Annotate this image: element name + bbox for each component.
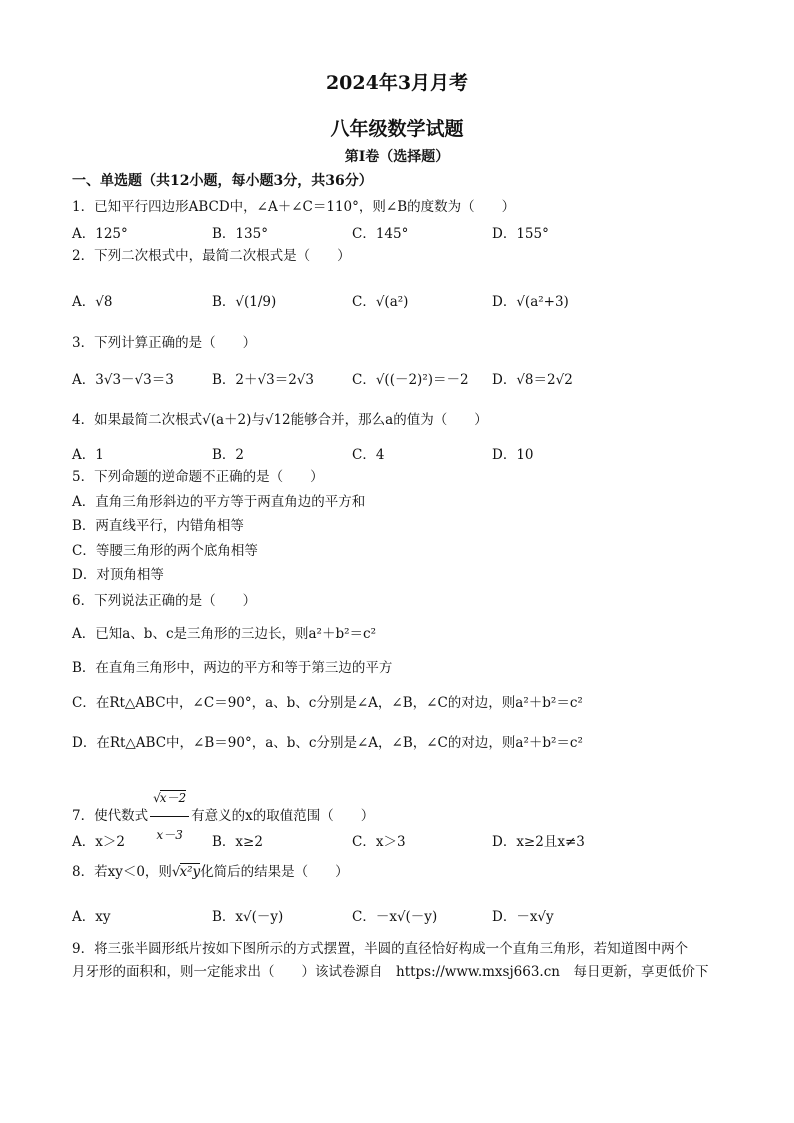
option-c: C．4 <box>352 447 385 463</box>
fraction-denominator: x－3 <box>156 828 183 842</box>
fraction-numerator <box>150 780 189 817</box>
option-c: C．x＞3 <box>352 834 406 850</box>
question-4-options <box>72 443 712 465</box>
option-a: A．1 <box>72 447 104 463</box>
question-5-option-d: D．对顶角相等 <box>72 567 164 583</box>
question-4-stem: 4．如果最简二次根式√(a＋2)与√12能够合并，那么a的值为（ ） <box>72 412 488 428</box>
section-heading: 一、单选题（共12小题，每小题3分，共36分） <box>72 173 373 189</box>
question-2-stem: 2．下列二次根式中，最简二次根式是（ ） <box>72 248 351 264</box>
option-a: A．√8 <box>72 294 113 310</box>
option-c: C．√(a²) <box>352 294 409 310</box>
question-1-stem: 1．已知平行四边形ABCD中，∠A＋∠C＝110°，则∠B的度数为（ ） <box>72 199 516 215</box>
exam-subtitle: 八年级数学试题 <box>330 118 464 140</box>
question-2-options <box>72 290 712 312</box>
question-9-stem: 9．将三张半圆形纸片按如下图所示的方式摆置，半圆的直径恰好构成一个直角三角形，若知道图中两个 <box>72 941 689 957</box>
option-d: D．－x√y <box>492 909 554 925</box>
option-b: B．x√(－y) <box>212 909 284 925</box>
question-5-option-b: B．两直线平行，内错角相等 <box>72 518 244 534</box>
question-6-option-a: A．已知a、b、c是三角形的三边长，则a²＋b²＝c² <box>72 626 376 642</box>
option-a: A．xy <box>72 909 111 925</box>
question-8-suffix: 化简后的结果是（ ） <box>200 864 349 880</box>
question-5-option-c: C．等腰三角形的两个底角相等 <box>72 543 258 559</box>
question-5-option-a: A．直角三角形斜边的平方等于两直角边的平方和 <box>72 494 366 510</box>
question-8-prefix: 8．若xy＜0，则 <box>72 864 172 880</box>
option-d: D．x≥2且x≠3 <box>492 834 585 850</box>
question-3-stem: 3．下列计算正确的是（ ） <box>72 335 257 351</box>
question-6-option-b: B．在直角三角形中，两边的平方和等于第三边的平方 <box>72 660 393 676</box>
option-d: D．√(a²+3) <box>492 294 569 310</box>
volume-label: 第Ⅰ卷（选择题） <box>344 149 450 165</box>
option-a: A．x＞2 <box>72 834 125 850</box>
radical-sign: √ <box>153 791 161 805</box>
question-9-stem-line-2: 月牙形的面积和，则一定能求出（ ）该试卷源自 https://www.mxsj663.cn 每日更新，享更低价下 <box>72 964 709 980</box>
option-b: B．135° <box>212 226 268 242</box>
question-6-stem: 6．下列说法正确的是（ ） <box>72 593 257 609</box>
option-b: B．2 <box>212 447 245 463</box>
numerator-text: x－2 <box>159 791 187 805</box>
radicand: x²y <box>179 864 201 880</box>
question-6-option-d: D．在Rt△ABC中，∠B＝90°，a、b、c分别是∠A，∠B，∠C的对边，则a²＋b²＝c² <box>72 735 583 751</box>
question-6-option-c: C．在Rt△ABC中，∠C＝90°，a、b、c分别是∠A，∠B，∠C的对边，则a²＋b²＝c² <box>72 695 583 711</box>
question-5-stem: 5．下列命题的逆命题不正确的是（ ） <box>72 469 324 485</box>
question-1-options <box>72 222 712 244</box>
option-b: B．√(1/9) <box>212 294 277 310</box>
question-7-prefix: 7．使代数式 <box>72 808 149 824</box>
option-b: B．x≥2 <box>212 834 263 850</box>
option-c: C．－x√(－y) <box>352 909 438 925</box>
question-8-options <box>72 905 712 927</box>
question-7-suffix: 有意义的x的取值范围（ ） <box>191 808 375 824</box>
radical-sign: √ <box>171 864 181 880</box>
option-d: D．155° <box>492 226 549 242</box>
option-b: B．2＋√3＝2√3 <box>212 372 314 388</box>
option-a: A．125° <box>72 226 128 242</box>
option-d: D．√8＝2√2 <box>492 372 573 388</box>
question-7-options <box>72 830 712 852</box>
option-c: C．√((－2)²)＝－2 <box>352 372 469 388</box>
exam-title: 2024年3月月考 <box>325 72 469 94</box>
question-8-stem <box>72 863 349 881</box>
option-c: C．145° <box>352 226 409 242</box>
question-3-options <box>72 368 712 390</box>
option-d: D．10 <box>492 447 534 463</box>
option-a: A．3√3－√3＝3 <box>72 372 174 388</box>
